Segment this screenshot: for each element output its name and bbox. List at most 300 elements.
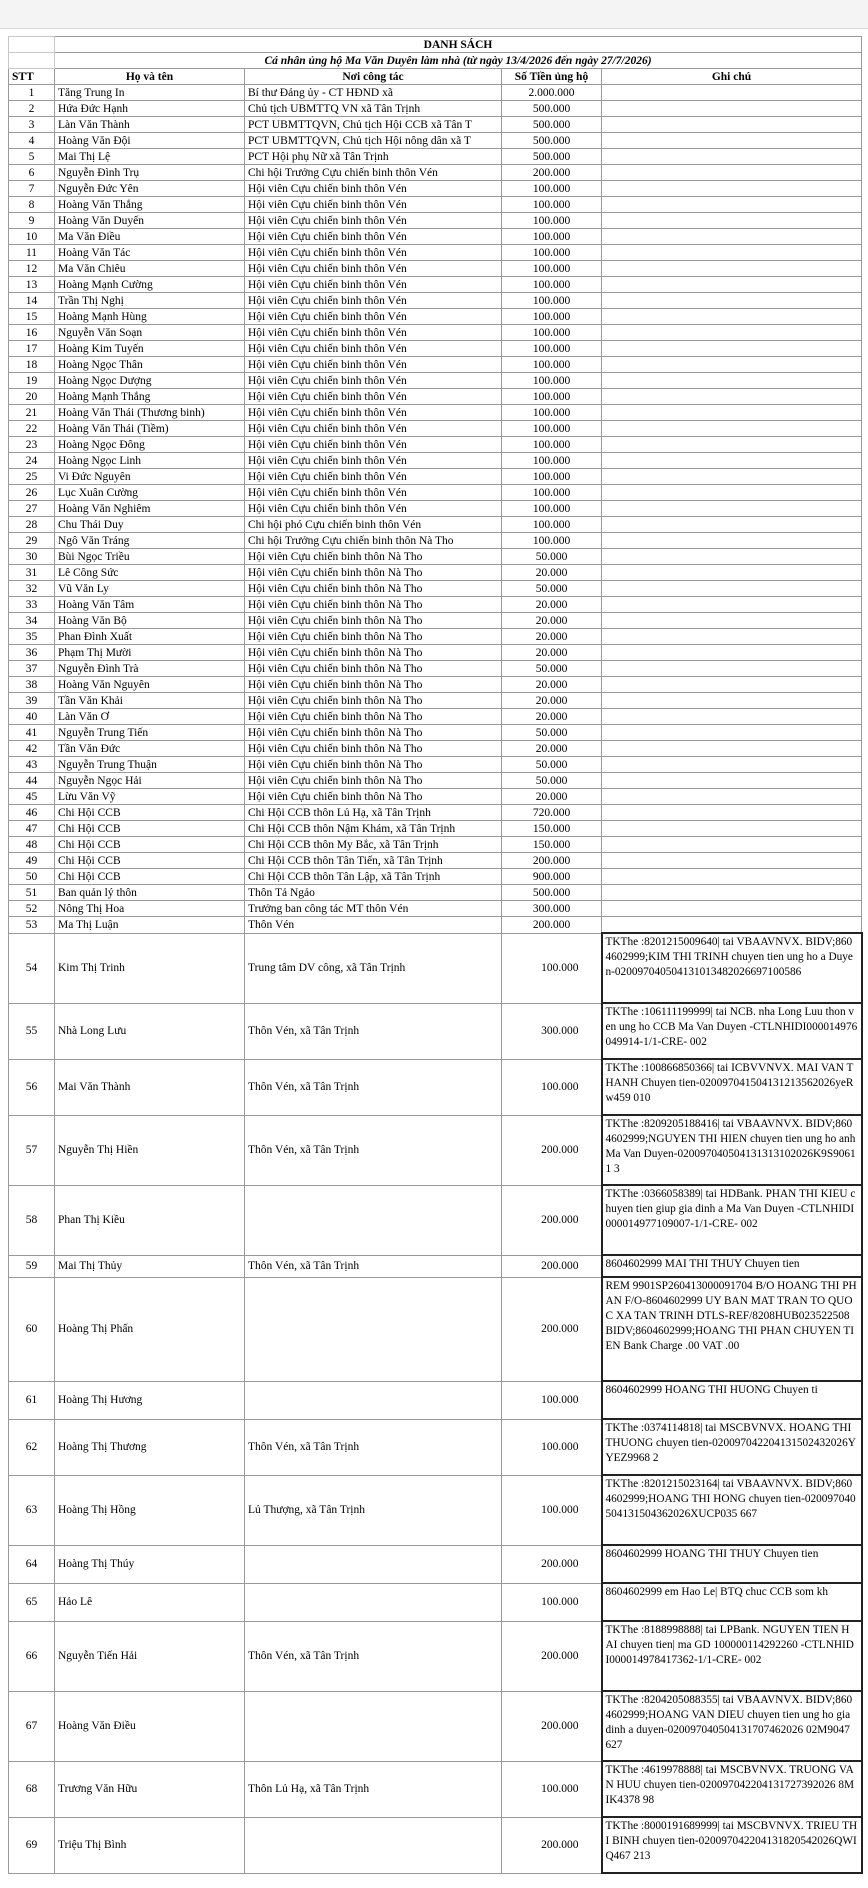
row-amount: 300.000 — [502, 1003, 602, 1059]
row-stt: 36 — [9, 645, 55, 661]
row-note — [602, 693, 862, 709]
row-name: Hoàng Văn Bộ — [55, 613, 245, 629]
row-name: Chi Hội CCB — [55, 853, 245, 869]
row-name: Nguyễn Đình Trà — [55, 661, 245, 677]
table-row — [9, 453, 862, 469]
row-amount: 20.000 — [502, 709, 602, 725]
row-note — [602, 149, 862, 165]
row-name: Trần Thị Nghị — [55, 293, 245, 309]
table-row — [9, 389, 862, 405]
row-workplace: Trung tâm DV công, xã Tân Trịnh — [245, 933, 502, 1003]
row-amount: 100.000 — [502, 1381, 602, 1419]
row-amount: 100.000 — [502, 1059, 602, 1115]
row-workplace: Hội viên Cựu chiến binh thôn Nà Tho — [245, 725, 502, 741]
row-stt: 35 — [9, 629, 55, 645]
table-row — [9, 549, 862, 565]
table-row — [9, 309, 862, 325]
row-stt: 67 — [9, 1691, 55, 1761]
row-note — [602, 789, 862, 805]
row-name: Mai Văn Thành — [55, 1059, 245, 1115]
row-note — [602, 245, 862, 261]
table-row — [9, 677, 862, 693]
viewer-top-bar — [0, 0, 868, 29]
row-stt: 42 — [9, 741, 55, 757]
row-stt: 22 — [9, 421, 55, 437]
row-name: Chi Hội CCB — [55, 821, 245, 837]
row-note — [602, 357, 862, 373]
row-note — [602, 629, 862, 645]
row-amount: 100.000 — [502, 437, 602, 453]
row-name: Lục Xuân Cường — [55, 485, 245, 501]
row-name: Vi Đức Nguyên — [55, 469, 245, 485]
row-workplace: Hội viên Cựu chiến binh thôn Vén — [245, 197, 502, 213]
row-name: Hoàng Văn Tâm — [55, 597, 245, 613]
table-row — [9, 261, 862, 277]
row-stt: 3 — [9, 117, 55, 133]
row-workplace: Hội viên Cựu chiến binh thôn Nà Tho — [245, 613, 502, 629]
row-workplace: Hội viên Cựu chiến binh thôn Vén — [245, 293, 502, 309]
column-header-name: Họ và tên — [55, 69, 245, 85]
table-row — [9, 341, 862, 357]
row-note — [602, 325, 862, 341]
column-header-note: Ghi chú — [602, 69, 862, 85]
row-amount: 50.000 — [502, 581, 602, 597]
row-workplace: PCT UBMTTQVN, Chủ tịch Hội nông dân xã T — [245, 133, 502, 149]
row-stt: 29 — [9, 533, 55, 549]
row-amount: 50.000 — [502, 661, 602, 677]
row-name: Lê Công Sức — [55, 565, 245, 581]
row-stt: 54 — [9, 933, 55, 1003]
row-note — [602, 85, 862, 101]
row-name: Hoàng Văn Tác — [55, 245, 245, 261]
row-stt: 63 — [9, 1475, 55, 1545]
row-workplace: Hội viên Cựu chiến binh thôn Vén — [245, 405, 502, 421]
row-stt: 44 — [9, 773, 55, 789]
row-name: Bùi Ngọc Triều — [55, 549, 245, 565]
row-amount: 200.000 — [502, 917, 602, 934]
row-amount: 100.000 — [502, 1475, 602, 1545]
row-amount: 100.000 — [502, 325, 602, 341]
table-row — [9, 933, 862, 1003]
row-amount: 500.000 — [502, 101, 602, 117]
row-amount: 20.000 — [502, 613, 602, 629]
row-workplace: Hội viên Cựu chiến binh thôn Nà Tho — [245, 709, 502, 725]
row-workplace: Hội viên Cựu chiến binh thôn Nà Tho — [245, 581, 502, 597]
table-row — [9, 1381, 862, 1419]
table-row — [9, 245, 862, 261]
row-note: TKThe :8188998888| tai LPBank. NGUYEN TIEN HAI chuyen tien| ma GD 100000114292260 -CTLNHIDI000014978417362-1/1-CRE- 002 — [602, 1621, 862, 1691]
row-stt: 15 — [9, 309, 55, 325]
row-amount: 100.000 — [502, 197, 602, 213]
row-stt: 47 — [9, 821, 55, 837]
row-workplace: Hội viên Cựu chiến binh thôn Vén — [245, 277, 502, 293]
row-note — [602, 901, 862, 917]
row-amount: 100.000 — [502, 421, 602, 437]
table-row — [9, 693, 862, 709]
row-note: TKThe :8201215009640| tai VBAAVNVX. BIDV;8604602999;KIM THI TRINH chuyen tien ung ho a Duyen-020097040504131013482026697100586 — [602, 933, 862, 1003]
table-row — [9, 293, 862, 309]
row-note — [602, 197, 862, 213]
row-note — [602, 869, 862, 885]
table-row — [9, 1115, 862, 1185]
row-note — [602, 453, 862, 469]
row-note — [602, 277, 862, 293]
table-row — [9, 357, 862, 373]
row-note: TKThe :106111199999| tai NCB. nha Long Luu thon ven ung ho CCB Ma Van Duyen -CTLNHIDI000014976049914-1/1-CRE- 002 — [602, 1003, 862, 1059]
row-note — [602, 501, 862, 517]
row-workplace: Hội viên Cựu chiến binh thôn Vén — [245, 373, 502, 389]
row-stt: 6 — [9, 165, 55, 181]
row-workplace: Hội viên Cựu chiến binh thôn Nà Tho — [245, 661, 502, 677]
row-stt: 66 — [9, 1621, 55, 1691]
row-amount: 500.000 — [502, 885, 602, 901]
table-row — [9, 613, 862, 629]
row-amount: 20.000 — [502, 789, 602, 805]
row-stt: 25 — [9, 469, 55, 485]
row-note — [602, 581, 862, 597]
table-row — [9, 1003, 862, 1059]
row-amount: 500.000 — [502, 133, 602, 149]
row-name: Phan Đình Xuất — [55, 629, 245, 645]
table-row — [9, 1817, 862, 1873]
row-stt: 27 — [9, 501, 55, 517]
row-stt: 1 — [9, 85, 55, 101]
row-workplace: Chi hội phó Cựu chiến binh thôn Vén — [245, 517, 502, 533]
row-stt: 19 — [9, 373, 55, 389]
row-amount: 100.000 — [502, 293, 602, 309]
row-name: Nguyễn Đức Yên — [55, 181, 245, 197]
table-row — [9, 1185, 862, 1255]
row-workplace: Thôn Vén, xã Tân Trịnh — [245, 1255, 502, 1277]
row-amount: 200.000 — [502, 1255, 602, 1277]
row-note — [602, 261, 862, 277]
row-workplace: Thôn Vén — [245, 917, 502, 934]
row-stt: 49 — [9, 853, 55, 869]
table-row — [9, 469, 862, 485]
row-amount: 500.000 — [502, 149, 602, 165]
row-name: Hoàng Văn Đội — [55, 133, 245, 149]
row-name: Hoàng Mạnh Cường — [55, 277, 245, 293]
row-workplace: Chi Hội CCB thôn Tân Lập, xã Tân Trịnh — [245, 869, 502, 885]
table-row — [9, 277, 862, 293]
row-name: Nguyễn Ngọc Hải — [55, 773, 245, 789]
row-note: 8604602999 HOANG THI THUY Chuyen tien — [602, 1545, 862, 1583]
table-row — [9, 373, 862, 389]
row-workplace: Hội viên Cựu chiến binh thôn Nà Tho — [245, 693, 502, 709]
row-amount: 50.000 — [502, 549, 602, 565]
table-row — [9, 533, 862, 549]
row-workplace: Trưởng ban công tác MT thôn Vén — [245, 901, 502, 917]
row-name: Hoàng Ngọc Linh — [55, 453, 245, 469]
row-amount: 200.000 — [502, 1115, 602, 1185]
table-row — [9, 565, 862, 581]
row-workplace: Hội viên Cựu chiến binh thôn Vén — [245, 341, 502, 357]
document-subtitle: Cá nhân ủng hộ Ma Văn Duyên làm nhà (từ ngày 13/4/2026 đến ngày 27/7/2026) — [55, 53, 862, 69]
table-row — [9, 501, 862, 517]
row-stt: 51 — [9, 885, 55, 901]
table-row — [9, 1255, 862, 1277]
row-workplace: Thôn Vén, xã Tân Trịnh — [245, 1003, 502, 1059]
row-stt: 7 — [9, 181, 55, 197]
row-workplace: Hội viên Cựu chiến binh thôn Vén — [245, 325, 502, 341]
row-name: Hảo Lê — [55, 1583, 245, 1621]
row-note — [602, 165, 862, 181]
row-amount: 200.000 — [502, 853, 602, 869]
column-header-workplace: Nơi công tác — [245, 69, 502, 85]
row-name: Chu Thái Duy — [55, 517, 245, 533]
table-row — [9, 709, 862, 725]
row-name: Làn Văn Ơ — [55, 709, 245, 725]
row-amount: 50.000 — [502, 725, 602, 741]
row-note — [602, 677, 862, 693]
row-note: TKThe :100866850366| tai ICBVVNVX. MAI VAN THANH Chuyen tien-020097041504131213562026yeRw459 010 — [602, 1059, 862, 1115]
row-amount: 100.000 — [502, 373, 602, 389]
table-row — [9, 1277, 862, 1381]
row-stt: 40 — [9, 709, 55, 725]
table-row — [9, 1545, 862, 1583]
row-note — [602, 661, 862, 677]
table-row — [9, 437, 862, 453]
table-row — [9, 725, 862, 741]
row-name: Ma Thị Luận — [55, 917, 245, 934]
row-amount: 720.000 — [502, 805, 602, 821]
row-workplace: Thôn Tả Ngảo — [245, 885, 502, 901]
row-amount: 200.000 — [502, 1277, 602, 1381]
row-workplace: Chi Hội CCB thôn Lủ Hạ, xã Tân Trịnh — [245, 805, 502, 821]
row-note — [602, 133, 862, 149]
row-workplace: Hội viên Cựu chiến binh thôn Vén — [245, 485, 502, 501]
row-note — [602, 885, 862, 901]
row-amount: 500.000 — [502, 117, 602, 133]
row-workplace: PCT UBMTTQVN, Chủ tịch Hội CCB xã Tân T — [245, 117, 502, 133]
row-workplace: Hội viên Cựu chiến binh thôn Nà Tho — [245, 677, 502, 693]
row-name: Hoàng Văn Nghiêm — [55, 501, 245, 517]
row-name: Hứa Đức Hạnh — [55, 101, 245, 117]
row-note — [602, 821, 862, 837]
row-note — [602, 405, 862, 421]
row-stt: 57 — [9, 1115, 55, 1185]
row-name: Nguyễn Tiến Hải — [55, 1621, 245, 1691]
row-workplace — [245, 1185, 502, 1255]
row-stt: 38 — [9, 677, 55, 693]
row-amount: 200.000 — [502, 1545, 602, 1583]
row-stt: 11 — [9, 245, 55, 261]
donation-table — [8, 36, 863, 1874]
row-amount: 20.000 — [502, 741, 602, 757]
row-note: TKThe :8209205188416| tai VBAAVNVX. BIDV;8604602999;NGUYEN THI HIEN chuyen tien ung ho anh Ma Van Duyen-020097040504131313102026K9S90611 3 — [602, 1115, 862, 1185]
row-workplace: Bí thư Đảng ủy - CT HĐND xã — [245, 85, 502, 101]
table-row — [9, 117, 862, 133]
row-stt: 18 — [9, 357, 55, 373]
row-note: TKThe :4619978888| tai MSCBVNVX. TRUONG VAN HUU chuyen tien-020097042204131727392026 8MIK4378 98 — [602, 1761, 862, 1817]
row-stt: 64 — [9, 1545, 55, 1583]
row-amount: 100.000 — [502, 181, 602, 197]
row-workplace: Hội viên Cựu chiến binh thôn Nà Tho — [245, 629, 502, 645]
table-row — [9, 789, 862, 805]
row-stt: 9 — [9, 213, 55, 229]
table-row — [9, 661, 862, 677]
row-note: TKThe :0374114818| tai MSCBVNVX. HOANG THI THUONG chuyen tien-020097042204131502432026YYEZ9968 2 — [602, 1419, 862, 1475]
row-note: TKThe :8201215023164| tai VBAAVNVX. BIDV;8604602999;HOANG THI HONG chuyen tien-020097040504131504362026XUCP035 667 — [602, 1475, 862, 1545]
table-row — [9, 1621, 862, 1691]
row-stt: 21 — [9, 405, 55, 421]
row-amount: 100.000 — [502, 229, 602, 245]
row-amount: 200.000 — [502, 165, 602, 181]
row-name: Nguyễn Trung Tiến — [55, 725, 245, 741]
row-note — [602, 645, 862, 661]
row-amount: 20.000 — [502, 629, 602, 645]
row-name: Hoàng Thị Hồng — [55, 1475, 245, 1545]
row-stt: 52 — [9, 901, 55, 917]
row-workplace: Hội viên Cựu chiến binh thôn Vén — [245, 421, 502, 437]
row-note — [602, 485, 862, 501]
row-note — [602, 437, 862, 453]
row-name: Hoàng Thị Hương — [55, 1381, 245, 1419]
row-stt: 16 — [9, 325, 55, 341]
row-workplace — [245, 1277, 502, 1381]
row-note: TKThe :0366058389| tai HDBank. PHAN THI KIEU chuyen tien giup gia dinh a Ma Van Duyen -CTLNHIDI000014977109007-1/1-CRE- 002 — [602, 1185, 862, 1255]
row-name: Chi Hội CCB — [55, 869, 245, 885]
row-name: Hoàng Thị Thúy — [55, 1545, 245, 1583]
row-stt: 23 — [9, 437, 55, 453]
row-name: Hoàng Thị Phấn — [55, 1277, 245, 1381]
row-name: Ban quản lý thôn — [55, 885, 245, 901]
row-note — [602, 101, 862, 117]
row-amount: 50.000 — [502, 773, 602, 789]
row-amount: 100.000 — [502, 261, 602, 277]
row-workplace — [245, 1381, 502, 1419]
row-stt: 61 — [9, 1381, 55, 1419]
table-row — [9, 581, 862, 597]
row-note — [602, 533, 862, 549]
row-name: Kim Thị Trinh — [55, 933, 245, 1003]
row-amount: 150.000 — [502, 821, 602, 837]
row-stt: 20 — [9, 389, 55, 405]
row-amount: 200.000 — [502, 1691, 602, 1761]
table-row — [9, 629, 862, 645]
row-amount: 100.000 — [502, 453, 602, 469]
row-stt: 37 — [9, 661, 55, 677]
row-amount: 200.000 — [502, 1621, 602, 1691]
row-name: Hoàng Văn Duyến — [55, 213, 245, 229]
row-workplace: Hội viên Cựu chiến binh thôn Nà Tho — [245, 789, 502, 805]
row-note — [602, 213, 862, 229]
row-name: Tăng Trung In — [55, 85, 245, 101]
row-amount: 300.000 — [502, 901, 602, 917]
subtitle-blank-cell — [9, 53, 55, 69]
row-note — [602, 293, 862, 309]
row-stt: 58 — [9, 1185, 55, 1255]
row-name: Chi Hội CCB — [55, 805, 245, 821]
row-name: Hoàng Mạnh Hùng — [55, 309, 245, 325]
row-workplace: PCT Hội phụ Nữ xã Tân Trịnh — [245, 149, 502, 165]
table-row — [9, 805, 862, 821]
row-note — [602, 389, 862, 405]
row-note — [602, 773, 862, 789]
table-row — [9, 901, 862, 917]
row-workplace: Hội viên Cựu chiến binh thôn Nà Tho — [245, 565, 502, 581]
row-amount: 100.000 — [502, 357, 602, 373]
row-note — [602, 805, 862, 821]
row-name: Triệu Thị Bình — [55, 1817, 245, 1873]
row-stt: 43 — [9, 757, 55, 773]
row-name: Phạm Thị Mười — [55, 645, 245, 661]
row-note: REM 9901SP260413000091704 B/O HOANG THI PHAN F/O-8604602999 UY BAN MAT TRAN TO QUOC XA TAN TRINH DTLS-REF/8208HUB023522508 BIDV;8604602999;HOANG THI PHAN CHUYEN TIEN Bank Charge .00 VAT .00 — [602, 1277, 862, 1381]
row-note — [602, 565, 862, 581]
row-name: Nguyễn Đình Trụ — [55, 165, 245, 181]
row-name: Nguyễn Thị Hiền — [55, 1115, 245, 1185]
table-row — [9, 1059, 862, 1115]
table-row — [9, 149, 862, 165]
row-name: Mai Thị Thủy — [55, 1255, 245, 1277]
row-workplace: Hội viên Cựu chiến binh thôn Vén — [245, 469, 502, 485]
row-note — [602, 853, 862, 869]
row-workplace: Hội viên Cựu chiến binh thôn Vén — [245, 229, 502, 245]
row-stt: 13 — [9, 277, 55, 293]
row-stt: 12 — [9, 261, 55, 277]
table-row — [9, 229, 862, 245]
row-stt: 31 — [9, 565, 55, 581]
row-name: Tần Văn Đức — [55, 741, 245, 757]
row-amount: 50.000 — [502, 757, 602, 773]
row-workplace: Lủ Thượng, xã Tân Trịnh — [245, 1475, 502, 1545]
row-workplace: Chi Hội CCB thôn Tân Tiến, xã Tân Trịnh — [245, 853, 502, 869]
table-row — [9, 1761, 862, 1817]
row-stt: 33 — [9, 597, 55, 613]
row-name: Chi Hội CCB — [55, 837, 245, 853]
row-note — [602, 117, 862, 133]
row-workplace: Chi hội Trưởng Cựu chiến binh thôn Vén — [245, 165, 502, 181]
row-name: Tần Văn Khải — [55, 693, 245, 709]
row-note — [602, 517, 862, 533]
row-stt: 65 — [9, 1583, 55, 1621]
row-note — [602, 421, 862, 437]
table-row — [9, 869, 862, 885]
row-amount: 100.000 — [502, 1419, 602, 1475]
row-amount: 900.000 — [502, 869, 602, 885]
row-stt: 10 — [9, 229, 55, 245]
row-amount: 100.000 — [502, 533, 602, 549]
row-note: 8604602999 MAI THI THUY Chuyen tien — [602, 1255, 862, 1277]
row-note — [602, 757, 862, 773]
row-amount: 20.000 — [502, 597, 602, 613]
row-name: Hoàng Kim Tuyến — [55, 341, 245, 357]
row-workplace: Thôn Lủ Hạ, xã Tân Trịnh — [245, 1761, 502, 1817]
row-name: Làn Văn Thành — [55, 117, 245, 133]
table-row — [9, 1419, 862, 1475]
table-row — [9, 325, 862, 341]
row-workplace: Hội viên Cựu chiến binh thôn Nà Tho — [245, 741, 502, 757]
row-workplace: Hội viên Cựu chiến binh thôn Vén — [245, 245, 502, 261]
row-amount: 20.000 — [502, 677, 602, 693]
row-stt: 45 — [9, 789, 55, 805]
row-name: Nguyễn Văn Soạn — [55, 325, 245, 341]
table-row — [9, 853, 862, 869]
table-row — [9, 517, 862, 533]
row-workplace: Hội viên Cựu chiến binh thôn Vén — [245, 261, 502, 277]
row-note — [602, 917, 862, 934]
row-name: Nguyễn Trung Thuận — [55, 757, 245, 773]
row-amount: 20.000 — [502, 565, 602, 581]
row-stt: 24 — [9, 453, 55, 469]
row-workplace: Chi hội Trưởng Cựu chiến binh thôn Nà Tho — [245, 533, 502, 549]
table-row — [9, 757, 862, 773]
row-workplace: Chủ tịch UBMTTQ VN xã Tân Trịnh — [245, 101, 502, 117]
row-name: Hoàng Văn Thái (Thương binh) — [55, 405, 245, 421]
row-note: 8604602999 em Hao Le| BTQ chuc CCB som kh — [602, 1583, 862, 1621]
row-stt: 69 — [9, 1817, 55, 1873]
row-name: Trương Văn Hữu — [55, 1761, 245, 1817]
